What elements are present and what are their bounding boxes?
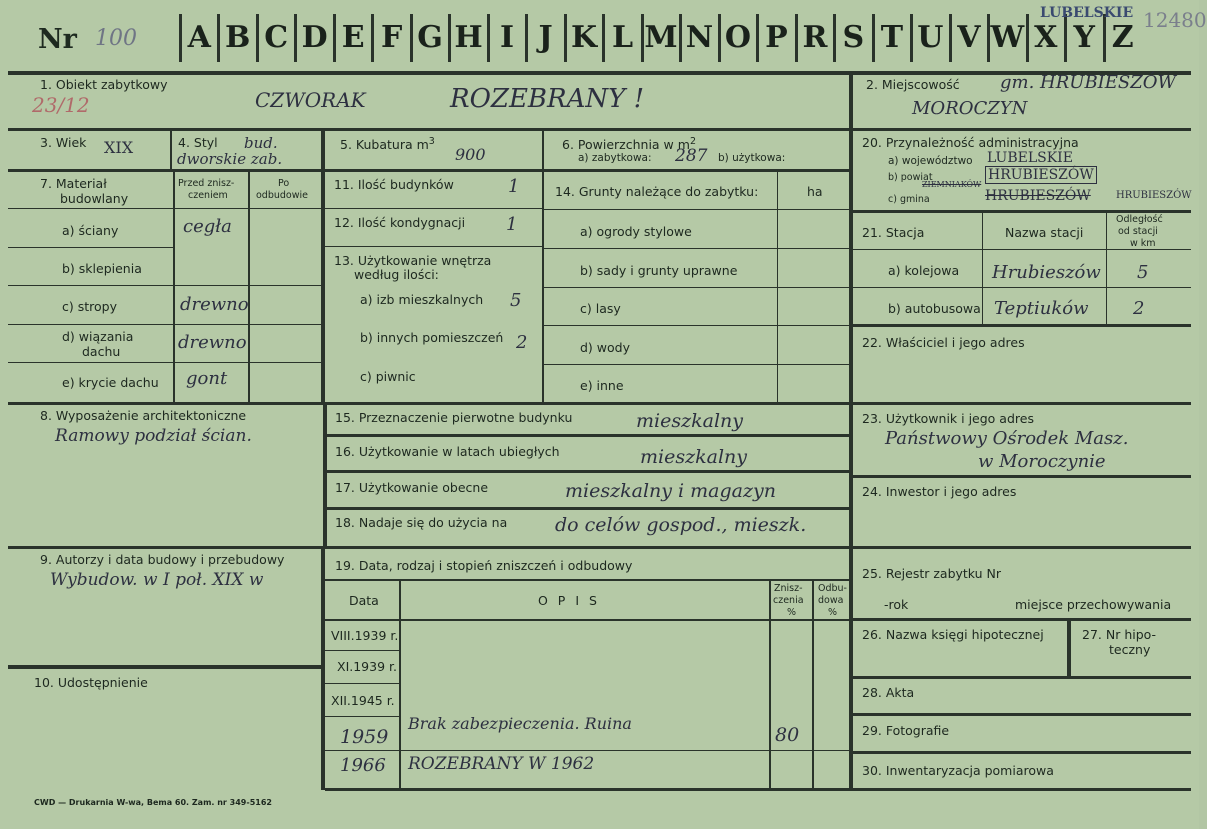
s14-b: b) sady i grunty uprawne bbox=[580, 263, 738, 278]
letter-divider bbox=[564, 14, 567, 62]
letter-index-c: C bbox=[264, 20, 289, 55]
s23-value1: Państwowy Ośrodek Masz. bbox=[885, 428, 1129, 449]
letter-index-h: H bbox=[454, 20, 483, 55]
s25-label: 25. Rejestr zabytku Nr bbox=[862, 566, 1002, 581]
letter-divider bbox=[256, 14, 259, 62]
s14-d: d) wody bbox=[580, 340, 630, 355]
s21-b-km: 2 bbox=[1133, 298, 1145, 319]
letter-divider bbox=[1103, 14, 1106, 62]
s22-label: 22. Właściciel i jego adres bbox=[862, 335, 1025, 350]
s9-value: Wybudow. w I poł. XIX w bbox=[50, 570, 264, 590]
s20-c-value: HRUBIESZÓW bbox=[985, 188, 1091, 204]
letter-divider bbox=[795, 14, 798, 62]
s12-value: 1 bbox=[506, 214, 518, 235]
s9-label: 9. Autorzy i data budowy i przebudowy bbox=[40, 552, 285, 567]
s21-a-km: 5 bbox=[1137, 262, 1149, 283]
letter-divider bbox=[718, 14, 721, 62]
rule bbox=[325, 683, 401, 684]
letter-divider bbox=[294, 14, 297, 62]
letter-index-w: W bbox=[990, 20, 1025, 55]
letter-divider bbox=[525, 14, 528, 62]
s20-label: 20. Przynależność administracyjna bbox=[862, 135, 1079, 150]
s19-col-z3: % bbox=[787, 607, 797, 618]
letter-index-p: P bbox=[765, 20, 788, 55]
s6-a-value: 287 bbox=[675, 146, 708, 166]
s18-value: do celów gospod., mieszk. bbox=[555, 514, 807, 536]
s21-col2a: Odległość bbox=[1116, 214, 1163, 225]
s4-label: 4. Styl bbox=[178, 135, 218, 150]
s19-row-desc: Brak zabezpieczenia. Ruina bbox=[408, 714, 632, 733]
rule bbox=[542, 130, 544, 170]
s18-label: 18. Nadaje się do użycia na bbox=[335, 515, 508, 530]
letter-divider bbox=[371, 14, 374, 62]
letter-index-b: B bbox=[225, 20, 251, 55]
rule bbox=[170, 130, 172, 170]
s7-col2b: odbudowie bbox=[256, 190, 308, 201]
s21-col2c: w km bbox=[1130, 238, 1156, 249]
s19-row-desc: ROZEBRANY W 1962 bbox=[408, 754, 595, 774]
s19-col-date: Data bbox=[349, 593, 379, 608]
letter-divider bbox=[1026, 14, 1029, 62]
rule bbox=[8, 208, 323, 209]
letter-index-d: D bbox=[301, 20, 328, 55]
s7-row-label: dachu bbox=[82, 344, 121, 359]
letter-divider bbox=[987, 14, 990, 62]
s2-label: 2. Miejscowość bbox=[866, 77, 960, 92]
rule bbox=[325, 619, 851, 621]
s6-label: 6. Powierzchnia w $m^2$ bbox=[562, 136, 696, 153]
s13-a-value: 5 bbox=[510, 290, 522, 311]
s14-c: c) lasy bbox=[580, 301, 621, 316]
s17-value: mieszkalny i magazyn bbox=[565, 480, 776, 502]
letter-index-u: U bbox=[917, 20, 944, 55]
rule bbox=[325, 716, 401, 717]
s20-b-label: b) powiat bbox=[888, 172, 933, 183]
rule bbox=[323, 402, 327, 548]
rule bbox=[851, 287, 1191, 288]
s3-label: 3. Wiek bbox=[40, 135, 87, 150]
s7-row-value: drewno bbox=[178, 332, 247, 353]
s1-name: CZWORAK bbox=[255, 88, 366, 112]
s30-label: 30. Inwentaryzacja pomiarowa bbox=[862, 763, 1054, 778]
s7-row-value: gont bbox=[186, 368, 228, 389]
s5-value: 900 bbox=[455, 145, 486, 164]
s19-row-date: VIII.1939 r. bbox=[331, 628, 399, 643]
letter-divider bbox=[179, 14, 182, 62]
s2-value1: gm. HRUBIESZÓW bbox=[1000, 72, 1177, 93]
s7-row-label: e) krycie dachu bbox=[62, 375, 159, 390]
letter-divider bbox=[217, 14, 220, 62]
s20-b-struck: ZIEMNIAKÓW bbox=[922, 180, 982, 189]
letter-divider bbox=[487, 14, 490, 62]
s21-label: 21. Stacja bbox=[862, 225, 925, 240]
s19-row-date: XII.1945 r. bbox=[331, 693, 395, 708]
rule bbox=[8, 324, 323, 325]
rule bbox=[325, 788, 1191, 791]
letter-divider bbox=[949, 14, 952, 62]
s16-label: 16. Użytkowanie w latach ubiegłych bbox=[335, 444, 560, 459]
s19-row-date: XI.1939 r. bbox=[337, 659, 397, 674]
rule bbox=[325, 434, 851, 437]
s1-note: ROZEBRANY ! bbox=[450, 84, 645, 114]
rule bbox=[544, 364, 851, 365]
letter-index-a: A bbox=[187, 20, 211, 55]
rule bbox=[8, 362, 323, 363]
s23-label: 23. Użytkownik i jego adres bbox=[862, 411, 1034, 426]
s19-col-o1: Odbu- bbox=[818, 583, 847, 594]
rule bbox=[851, 713, 1191, 716]
s13-b-value: 2 bbox=[516, 332, 528, 353]
s12-label: 12. Ilość kondygnacji bbox=[334, 215, 466, 230]
letter-index-g: G bbox=[417, 20, 443, 55]
s19-row-date: 1966 bbox=[340, 755, 386, 776]
rule bbox=[851, 324, 1191, 327]
s4-value2: dworskie zab. bbox=[177, 150, 283, 168]
s7-row-value: drewno bbox=[180, 294, 249, 315]
s20-c-label: c) gmina bbox=[888, 194, 930, 205]
s25-miejsce: miejsce przechowywania bbox=[1015, 597, 1172, 612]
s13-a-label: a) izb mieszkalnych bbox=[360, 292, 484, 307]
s20-b-value: HRUBIESZÓW bbox=[985, 166, 1097, 184]
rule bbox=[544, 209, 851, 210]
letter-divider bbox=[641, 14, 644, 62]
letter-index-r: R bbox=[802, 20, 828, 55]
s7-row-label: b) sklepienia bbox=[62, 261, 142, 276]
letter-index-n: N bbox=[685, 20, 714, 55]
s19-row-date: 1959 bbox=[340, 726, 389, 748]
rule bbox=[851, 249, 1191, 250]
s7-row-label: a) ściany bbox=[62, 223, 119, 238]
s3-value: XIX bbox=[104, 138, 134, 157]
s15-label: 15. Przeznaczenie pierwotne budynku bbox=[335, 410, 573, 425]
s8-value: Ramowy podział ścian. bbox=[55, 426, 252, 446]
nr-label: Nr bbox=[38, 24, 77, 55]
s14-a: a) ogrody stylowe bbox=[580, 224, 692, 239]
rule bbox=[851, 618, 1191, 621]
letter-divider bbox=[1064, 14, 1067, 62]
letter-divider bbox=[333, 14, 336, 62]
rule bbox=[8, 546, 1191, 549]
s6-b-label: b) użytkowa: bbox=[718, 152, 786, 164]
s2-value2: MOROCZYN bbox=[912, 98, 1028, 119]
s19-col-z2: czenia bbox=[773, 595, 804, 606]
letter-index-y: Y bbox=[1073, 20, 1095, 55]
rule bbox=[851, 475, 1191, 478]
s24-label: 24. Inwestor i jego adres bbox=[862, 484, 1017, 499]
s20-a-label: a) województwo bbox=[888, 155, 973, 167]
s13-c-label: c) piwnic bbox=[360, 369, 416, 384]
s1-code: 23/12 bbox=[32, 93, 90, 117]
rule bbox=[8, 285, 323, 286]
letter-index-o: O bbox=[724, 20, 752, 55]
s7-label2: budowlany bbox=[60, 191, 129, 206]
letter-index-i: I bbox=[500, 20, 515, 55]
s14-e: e) inne bbox=[580, 378, 624, 393]
s28-label: 28. Akta bbox=[862, 685, 915, 700]
rule bbox=[544, 325, 851, 326]
rule bbox=[8, 402, 851, 405]
s11-label: 11. Ilość budynków bbox=[334, 177, 454, 192]
nr-value: 100 bbox=[95, 26, 137, 51]
s19-row-z: 80 bbox=[775, 724, 800, 746]
s13-b-label: b) innych pomieszczeń bbox=[360, 330, 504, 345]
rule bbox=[248, 171, 250, 403]
rule bbox=[851, 402, 1191, 405]
letter-index-j: J bbox=[538, 20, 553, 55]
s16-value: mieszkalny bbox=[640, 446, 747, 468]
s14-label: 14. Grunty należące do zabytku: bbox=[555, 184, 759, 199]
rule bbox=[1067, 620, 1071, 677]
s27-label2: teczny bbox=[1109, 642, 1151, 657]
s29-label: 29. Fotografie bbox=[862, 723, 950, 738]
rule bbox=[321, 548, 325, 790]
rule bbox=[8, 247, 175, 248]
s20-b-extra: HRUBIESZÓW bbox=[1116, 190, 1192, 201]
rule bbox=[399, 580, 401, 790]
rule bbox=[325, 750, 851, 751]
s4-value1: bud. bbox=[244, 134, 278, 152]
rule bbox=[851, 210, 1191, 213]
rule bbox=[851, 751, 1191, 754]
letter-divider bbox=[872, 14, 875, 62]
rule bbox=[325, 507, 851, 510]
rule bbox=[769, 580, 771, 790]
letter-index-s: S bbox=[842, 20, 865, 55]
s27-label1: 27. Nr hipo- bbox=[1082, 627, 1157, 642]
rule bbox=[812, 580, 814, 790]
s21-b-label: b) autobusowa bbox=[888, 301, 981, 316]
s7-label1: 7. Materiał bbox=[40, 176, 107, 191]
s19-label: 19. Data, rodzaj i stopień zniszczeń i odbudowy bbox=[335, 558, 633, 573]
rule bbox=[544, 287, 851, 288]
s7-col2a: Po bbox=[278, 178, 290, 189]
s19-col-z1: Znisz- bbox=[774, 583, 803, 594]
rule bbox=[325, 579, 851, 581]
s21-col1: Nazwa stacji bbox=[1005, 225, 1084, 240]
s19-col-desc: O P I S bbox=[538, 593, 600, 608]
rule bbox=[1106, 212, 1107, 325]
s19-col-o3: % bbox=[828, 607, 838, 618]
s23-value2: w Moroczynie bbox=[978, 451, 1106, 472]
s7-row-label: d) wiązania bbox=[62, 329, 134, 344]
s14-unit: ha bbox=[807, 184, 823, 199]
s7-col1b: czeniem bbox=[188, 190, 228, 201]
s17-label: 17. Użytkowanie obecne bbox=[335, 480, 489, 495]
s11-value: 1 bbox=[508, 176, 520, 197]
stamp-number: 12480 bbox=[1143, 8, 1207, 32]
s26-label: 26. Nazwa księgi hipotecznej bbox=[862, 627, 1044, 642]
rule bbox=[544, 248, 851, 249]
letter-divider bbox=[448, 14, 451, 62]
letter-index-e: E bbox=[341, 20, 365, 55]
s7-row-value: cegła bbox=[183, 216, 232, 237]
letter-divider bbox=[679, 14, 682, 62]
s1-label: 1. Obiekt zabytkowy bbox=[40, 77, 168, 92]
s10-label: 10. Udostępnienie bbox=[34, 675, 148, 690]
letter-index-z: Z bbox=[1111, 20, 1134, 55]
rule bbox=[323, 208, 544, 209]
letter-divider bbox=[833, 14, 836, 62]
letter-divider bbox=[410, 14, 413, 62]
rule bbox=[8, 665, 323, 669]
s15-value: mieszkalny bbox=[636, 410, 743, 432]
s13-label2: według ilości: bbox=[354, 267, 439, 282]
s21-b-name: Teptiuków bbox=[994, 298, 1089, 319]
letter-index-f: F bbox=[380, 20, 403, 55]
s21-a-name: Hrubieszów bbox=[992, 262, 1101, 283]
letter-index-v: V bbox=[957, 20, 981, 55]
rule bbox=[325, 650, 401, 651]
rule bbox=[325, 470, 851, 473]
s7-row-label: c) stropy bbox=[62, 299, 117, 314]
rule bbox=[851, 676, 1191, 679]
footer-printer: CWD — Drukarnia W-wa, Bema 60. Zam. nr 349-5162 bbox=[34, 798, 272, 807]
rule bbox=[8, 169, 851, 172]
letter-divider bbox=[910, 14, 913, 62]
rule bbox=[8, 128, 1191, 131]
s21-a-label: a) kolejowa bbox=[888, 263, 960, 278]
region-stamp: LUBELSKIE bbox=[1040, 5, 1134, 21]
rule bbox=[982, 212, 983, 325]
s21-col2b: od stacji bbox=[1118, 226, 1158, 237]
letter-divider bbox=[756, 14, 759, 62]
letter-index-m: M bbox=[644, 20, 678, 55]
letter-divider bbox=[602, 14, 605, 62]
rule bbox=[173, 171, 175, 403]
rule bbox=[323, 246, 544, 247]
s19-col-o2: dowa bbox=[818, 595, 844, 606]
letter-index-k: K bbox=[570, 20, 598, 55]
s13-label1: 13. Użytkowanie wnętrza bbox=[334, 253, 492, 268]
rule bbox=[849, 75, 853, 790]
letter-index-l: L bbox=[611, 20, 634, 55]
s8-label: 8. Wyposażenie architektoniczne bbox=[40, 408, 247, 423]
letter-index-t: T bbox=[880, 20, 904, 55]
s5-label: 5. Kubatura $m^3$ bbox=[340, 136, 435, 153]
s6-a-label: a) zabytkowa: bbox=[578, 152, 652, 164]
s7-col1a: Przed znisz- bbox=[178, 178, 235, 189]
s25-rok: -rok bbox=[884, 597, 909, 612]
s20-a-value: LUBELSKIE bbox=[987, 150, 1073, 166]
letter-index-x: X bbox=[1034, 20, 1058, 55]
